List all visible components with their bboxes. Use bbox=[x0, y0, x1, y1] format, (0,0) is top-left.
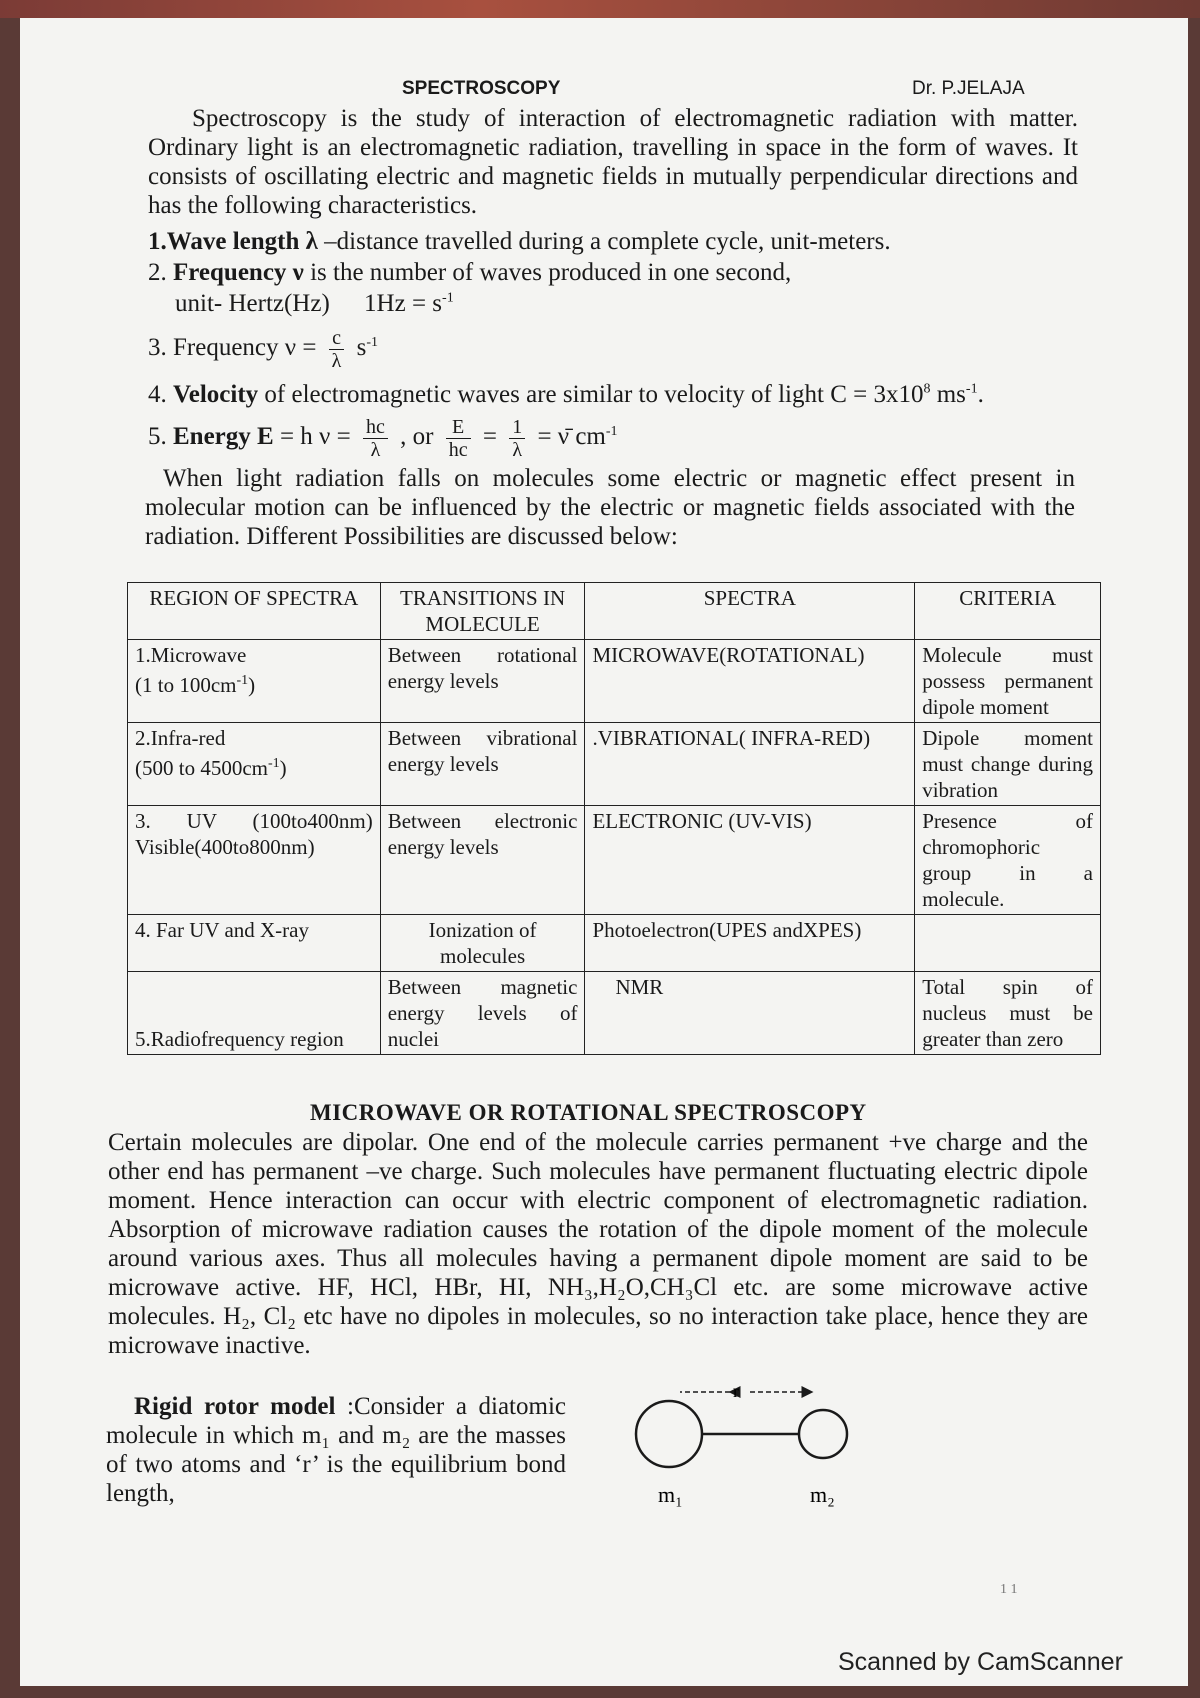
cell-transition: Ionization of molecules bbox=[380, 915, 585, 972]
page-title: SPECTROSCOPY bbox=[402, 78, 561, 99]
cell-region bbox=[128, 723, 381, 806]
author-name: Dr. P.JELAJA bbox=[912, 78, 1025, 99]
cell-spectra: .VIBRATIONAL( INFRA-RED) bbox=[585, 723, 915, 806]
item-velocity-head: Velocity bbox=[173, 381, 259, 408]
cell-criteria bbox=[915, 915, 1101, 972]
unit-exponent: -1 bbox=[605, 423, 618, 439]
cell-transition: Between rotational energy levels bbox=[380, 640, 585, 723]
unit-exponent: -1 bbox=[442, 290, 454, 306]
item-number: 4. bbox=[148, 381, 173, 408]
cell-transition: Between electronic energy levels bbox=[380, 806, 585, 915]
rigid-rotor-head: Rigid rotor model bbox=[134, 1393, 336, 1420]
fraction-e-over-hc bbox=[446, 416, 471, 461]
table-row bbox=[128, 915, 1101, 972]
cell-criteria: Total spin of nucleus must be greater than zero bbox=[915, 972, 1101, 1055]
fraction-denominator: λ bbox=[370, 439, 381, 461]
fraction-denominator: λ bbox=[331, 350, 342, 372]
fraction-numerator: hc bbox=[363, 416, 388, 439]
item-energy-head: Energy E bbox=[173, 423, 274, 451]
item-energy bbox=[148, 416, 618, 461]
rigid-rotor-text: :Consider a diatomic molecule in which m₁ and m₂ are the masses of two atoms and ‘r’ is the equilibrium bond length, bbox=[106, 1393, 566, 1507]
m2-label: m₂ bbox=[810, 1482, 835, 1507]
region-name: 1.Microwave bbox=[135, 643, 247, 667]
cell-transition: Between magnetic energy levels of nuclei bbox=[380, 972, 585, 1055]
region-range: (500 to 4500cm bbox=[135, 756, 268, 780]
intro2-paragraph: When light radiation falls on molecules some electric or magnetic effect present in molecular motion can be influenced by the electric or magnetic fields associated with the radiation. Different Possibilities are discussed below: bbox=[145, 465, 1075, 550]
formula-exponent: -1 bbox=[366, 334, 379, 350]
item-frequency-unit bbox=[175, 290, 454, 318]
item-frequency-text: is the number of waves produced in one second, bbox=[310, 259, 792, 286]
table-header-row bbox=[128, 583, 1101, 640]
fraction-numerator: E bbox=[446, 416, 471, 439]
header-criteria: CRITERIA bbox=[915, 583, 1101, 640]
cell-region bbox=[128, 640, 381, 723]
period: . bbox=[977, 381, 984, 408]
energy-eq-2: = bbox=[476, 423, 504, 451]
fraction-1-over-lambda bbox=[509, 416, 525, 461]
nu-symbol: ν bbox=[286, 259, 311, 286]
cell-region: 4. Far UV and X-ray bbox=[128, 915, 381, 972]
cell-criteria: Dipole moment must change during vibration bbox=[915, 723, 1101, 806]
or-text: , or bbox=[393, 423, 440, 451]
table-row bbox=[128, 640, 1101, 723]
intro-paragraph: Spectroscopy is the study of interaction of electromagnetic radiation with matter. Ordinary light is an electromagnetic radiation, travelling in space in the form of waves. It consists of oscillating electric and magnetic fields in mutually perpendicular directions and has the following characteristics. bbox=[148, 105, 1078, 219]
m1-label: m₁ bbox=[658, 1482, 683, 1507]
spectra-table bbox=[127, 582, 1101, 1055]
header-region: REGION OF SPECTRA bbox=[128, 583, 381, 640]
table-row bbox=[128, 806, 1101, 915]
bond-length-label: r bbox=[733, 1381, 739, 1401]
item-velocity-text: of electromagnetic waves are similar to velocity of light C = 3x10 bbox=[258, 381, 924, 408]
item-number: 5. bbox=[148, 423, 173, 451]
cell-spectra: Photoelectron(UPES andXPES) bbox=[585, 915, 915, 972]
item-wavelength-text: –distance travelled during a complete cycle, unit-meters. bbox=[317, 228, 891, 255]
header-transitions: TRANSITIONS IN MOLECULE bbox=[380, 583, 585, 640]
power-exponent: 8 bbox=[923, 381, 931, 397]
unit-label: unit- Hertz(Hz) bbox=[175, 290, 330, 317]
scan-edge bbox=[0, 0, 1200, 18]
formula-unit: s bbox=[350, 334, 367, 362]
item-velocity bbox=[148, 381, 984, 409]
atom-m2 bbox=[799, 1410, 847, 1458]
fraction-numerator: c bbox=[329, 327, 345, 350]
cell-region: 3. UV (100to400nm) Visible(400to800nm) bbox=[128, 806, 381, 915]
rigid-rotor-paragraph bbox=[106, 1392, 566, 1508]
range-end: ) bbox=[279, 756, 287, 780]
region-name: 2.Infra-red bbox=[135, 726, 226, 750]
cell-spectra: ELECTRONIC (UV-VIS) bbox=[585, 806, 915, 915]
cell-spectra: MICROWAVE(ROTATIONAL) bbox=[585, 640, 915, 723]
fraction-hc-over-lambda bbox=[363, 416, 388, 461]
section-paragraph: Certain molecules are dipolar. One end of the molecule carries permanent +ve charge and the other end has permanent –ve charge. Such molecules have permanent fluctuating electric dipole moment. Hence interaction can occur with electric component of electromagnetic radiation. Absorption of microwave radiation causes the rotation of the dipole moment of the molecule around various axes. Thus all molecules having a permanent dipole moment are said to be microwave active. HF, HCl, HBr, HI, NH₃,H₂O,CH₃Cl etc. are some microwave active molecules. H₂, Cl₂ etc have no dipoles in molecules, so no interaction take place, hence they are microwave inactive. bbox=[108, 1129, 1088, 1359]
page-mark: 1 1 bbox=[1000, 1582, 1018, 1597]
cell-spectra: NMR bbox=[585, 972, 915, 1055]
energy-eq-1: = h ν = bbox=[273, 423, 357, 451]
range-exponent: -1 bbox=[236, 673, 249, 688]
fraction-c-over-lambda bbox=[329, 327, 345, 372]
fraction-denominator: hc bbox=[448, 439, 468, 461]
fraction-denominator: λ bbox=[512, 439, 523, 461]
range-exponent: -1 bbox=[267, 756, 280, 771]
item-frequency bbox=[148, 259, 791, 287]
cell-criteria: Presence of chromophoric group in a molecule. bbox=[915, 806, 1101, 915]
cell-region: 5.Radiofrequency region bbox=[128, 972, 381, 1055]
diatomic-diagram bbox=[630, 1378, 870, 1508]
energy-eq-3: = ν̄ cm bbox=[531, 423, 606, 451]
scanner-watermark: Scanned by CamScanner bbox=[838, 1648, 1123, 1676]
table-row bbox=[128, 972, 1101, 1055]
item-frequency-head: Frequency bbox=[173, 259, 287, 286]
item-frequency-formula bbox=[148, 327, 378, 372]
cell-transition: Between vibrational energy levels bbox=[380, 723, 585, 806]
range-end: ) bbox=[248, 673, 256, 697]
atom-m1 bbox=[636, 1401, 702, 1467]
item-wavelength-head: 1.Wave length λ bbox=[148, 228, 318, 255]
item-number: 2. bbox=[148, 259, 173, 286]
formula-lhs: 3. Frequency ν = bbox=[148, 334, 323, 362]
cell-criteria: Molecule must possess permanent dipole moment bbox=[915, 640, 1101, 723]
header-spectra: SPECTRA bbox=[585, 583, 915, 640]
velocity-unit: ms bbox=[930, 381, 966, 408]
region-range: (1 to 100cm bbox=[135, 673, 237, 697]
section-heading: MICROWAVE OR ROTATIONAL SPECTROSCOPY bbox=[310, 1100, 867, 1125]
fraction-numerator: 1 bbox=[509, 416, 525, 439]
table-row bbox=[128, 723, 1101, 806]
unit-equation: 1Hz = s bbox=[364, 290, 443, 317]
item-wavelength bbox=[148, 228, 891, 256]
unit-exponent: -1 bbox=[965, 381, 978, 397]
